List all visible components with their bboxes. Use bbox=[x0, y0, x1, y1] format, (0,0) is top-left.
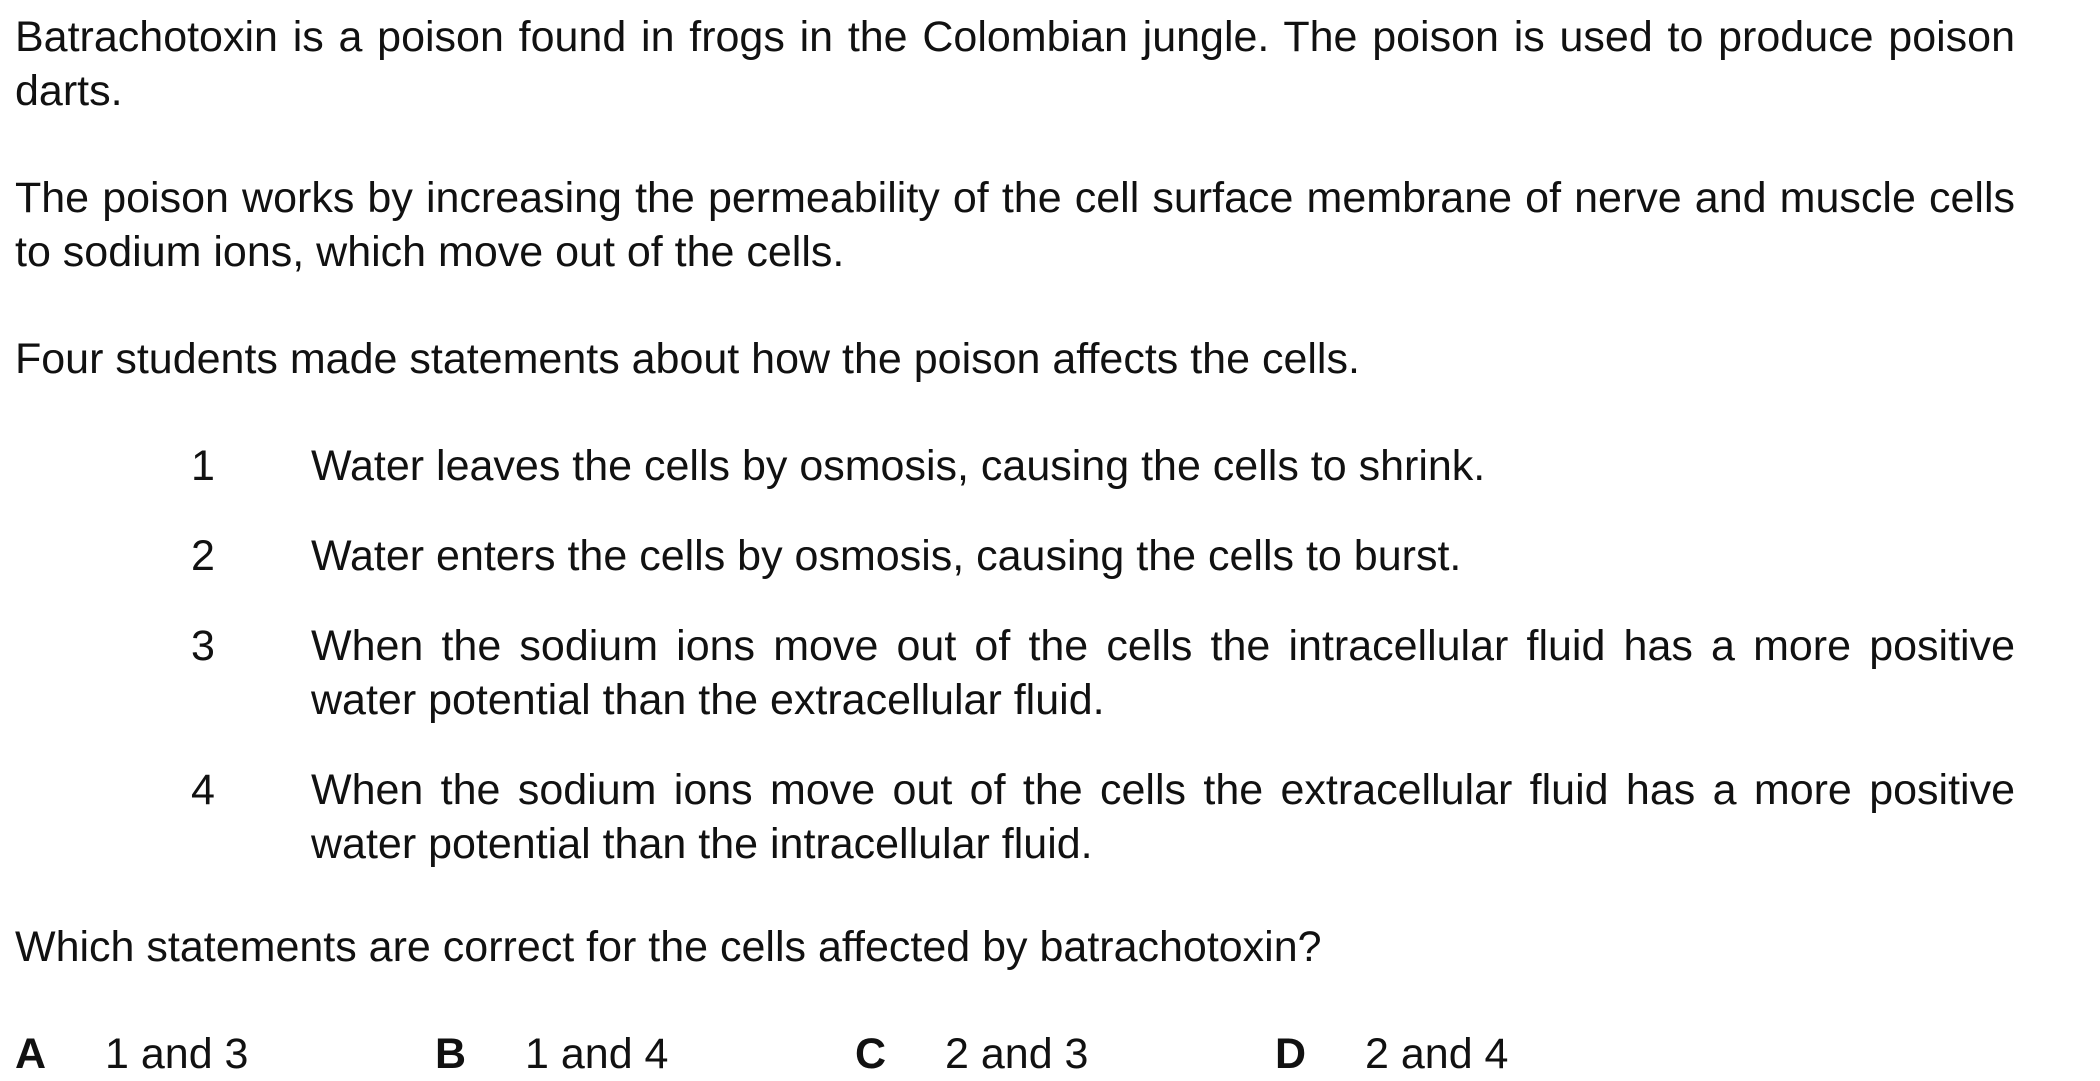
statement-number: 1 bbox=[191, 442, 215, 490]
question-prompt: Which statements are correct for the cells affected by batrachotoxin? bbox=[15, 923, 1322, 971]
statement-3 bbox=[15, 619, 2015, 727]
statement-2 bbox=[15, 529, 2015, 583]
option-letter: C bbox=[855, 1030, 887, 1078]
statement-text: When the sodium ions move out of the cells the extracellular fluid has a more positive water potential than the intracellular fluid. bbox=[311, 766, 2015, 868]
statement-list bbox=[15, 439, 2015, 871]
option-text: 2 and 3 bbox=[945, 1030, 1089, 1078]
option-letter: B bbox=[435, 1030, 467, 1078]
intro-paragraph-2: The poison works by increasing the permeability of the cell surface membrane of nerve and muscle cells to sodium ions, which move out of the cells. bbox=[15, 174, 2015, 276]
option-b[interactable] bbox=[435, 1027, 855, 1081]
option-letter: D bbox=[1275, 1030, 1307, 1078]
statement-text: Water enters the cells by osmosis, causing the cells to burst. bbox=[311, 532, 1462, 580]
intro-paragraph-3: Four students made statements about how the poison affects the cells. bbox=[15, 335, 1360, 383]
answer-options bbox=[15, 1027, 2015, 1081]
option-a[interactable] bbox=[15, 1027, 435, 1081]
statement-1 bbox=[15, 439, 2015, 493]
statement-number: 3 bbox=[191, 622, 215, 670]
option-text: 1 and 4 bbox=[525, 1030, 669, 1078]
option-d[interactable] bbox=[1275, 1027, 1695, 1081]
option-c[interactable] bbox=[855, 1027, 1275, 1081]
statement-text: When the sodium ions move out of the cells the intracellular fluid has a more positive water potential than the extracellular fluid. bbox=[311, 622, 2015, 724]
option-letter: A bbox=[15, 1030, 47, 1078]
statement-number: 2 bbox=[191, 532, 215, 580]
question-page bbox=[15, 10, 2015, 1081]
option-text: 2 and 4 bbox=[1365, 1030, 1509, 1078]
statement-4 bbox=[15, 763, 2015, 871]
option-text: 1 and 3 bbox=[105, 1030, 249, 1078]
statement-text: Water leaves the cells by osmosis, causing the cells to shrink. bbox=[311, 442, 1486, 490]
intro-paragraph-1: Batrachotoxin is a poison found in frogs in the Colombian jungle. The poison is used to produce poison darts. bbox=[15, 13, 2015, 115]
statement-number: 4 bbox=[191, 766, 215, 814]
